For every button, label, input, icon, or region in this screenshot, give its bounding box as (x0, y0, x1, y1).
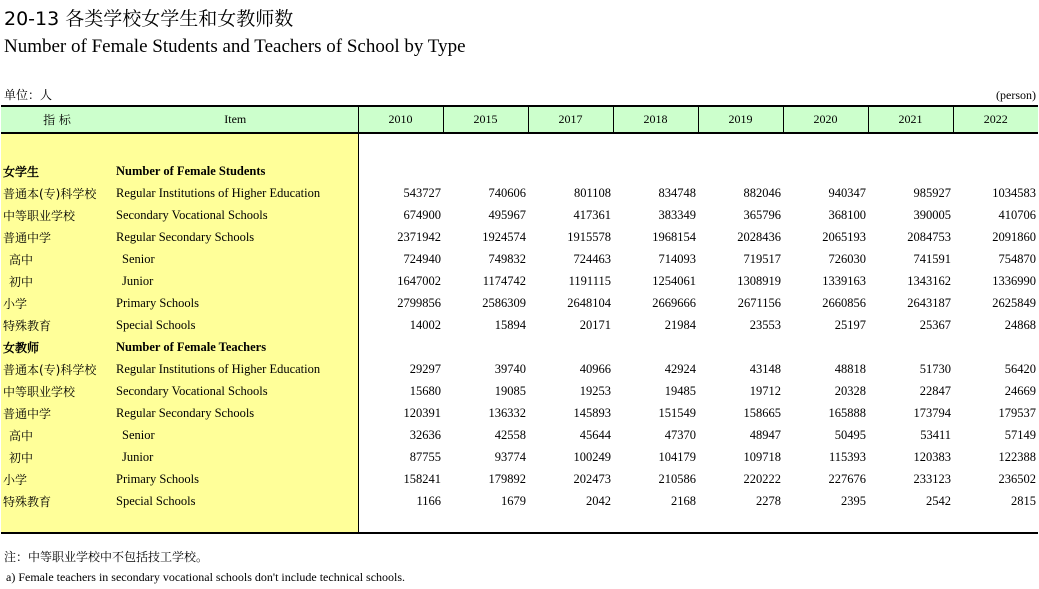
value-cell: 383349 (658, 207, 696, 222)
row-label-cn: 特殊教育 (1, 490, 113, 512)
value-cell: 57149 (1004, 427, 1036, 442)
row-label-cn: 普通中学 (1, 226, 113, 248)
value-cell: 724463 (573, 251, 611, 266)
value-cell: 19085 (494, 383, 526, 398)
row-label-en: Number of Female Teachers (113, 336, 358, 358)
value-cell: 2625849 (992, 295, 1036, 310)
value-cell: 368100 (828, 207, 866, 222)
value-cell: 20328 (834, 383, 866, 398)
value-cell: 158665 (743, 405, 781, 420)
value-cell: 42924 (664, 361, 696, 376)
header-item-en: Item (113, 106, 358, 133)
value-cell: 100249 (573, 449, 611, 464)
value-cell: 2371942 (397, 229, 441, 244)
value-cell: 115393 (828, 449, 866, 464)
row-label-en: Regular Secondary Schools (113, 402, 358, 424)
value-cell: 43148 (749, 361, 781, 376)
value-cell: 754870 (998, 251, 1036, 266)
value-cell: 1968154 (652, 229, 696, 244)
value-cell: 2660856 (822, 295, 866, 310)
value-cell: 45644 (579, 427, 611, 442)
spacer-row (1, 133, 1038, 160)
value-cell: 543727 (403, 185, 441, 200)
value-cell: 53411 (920, 427, 951, 442)
value-cell: 22847 (919, 383, 951, 398)
table-row (1, 204, 1038, 226)
value-cell: 19712 (749, 383, 781, 398)
value-cell (868, 336, 953, 358)
value-cell (358, 160, 443, 182)
row-label-en: Primary Schools (113, 468, 358, 490)
value-cell: 24669 (1004, 383, 1036, 398)
value-cell: 19253 (579, 383, 611, 398)
row-label-en: Regular Institutions of Higher Education (113, 358, 358, 380)
statistics-table (1, 105, 1038, 534)
value-cell: 40966 (579, 361, 611, 376)
value-cell: 1336990 (992, 273, 1036, 288)
row-label-cn: 高中 (1, 424, 113, 446)
table-header-row (1, 106, 1038, 133)
value-cell: 740606 (488, 185, 526, 200)
header-year: 2018 (613, 106, 698, 133)
value-cell (528, 336, 613, 358)
row-label-en: Senior (113, 248, 358, 270)
header-year: 2022 (953, 106, 1038, 133)
row-label-cn: 女教师 (1, 336, 113, 358)
table-body (1, 133, 1038, 533)
value-cell: 120391 (403, 405, 441, 420)
row-label-cn: 女学生 (1, 160, 113, 182)
value-cell: 985927 (913, 185, 951, 200)
value-cell: 210586 (658, 471, 696, 486)
value-cell: 410706 (998, 207, 1036, 222)
value-cell: 1679 (501, 493, 526, 508)
value-cell: 417361 (573, 207, 611, 222)
value-cell: 2669666 (652, 295, 696, 310)
row-label-en: Junior (113, 446, 358, 468)
value-cell: 24868 (1004, 317, 1036, 332)
value-cell (698, 336, 783, 358)
row-label-cn: 普通本(专)科学校 (1, 182, 113, 204)
value-cell: 165888 (828, 405, 866, 420)
table-row (1, 182, 1038, 204)
value-cell: 365796 (743, 207, 781, 222)
value-cell: 714093 (658, 251, 696, 266)
value-cell: 741591 (913, 251, 951, 266)
value-cell: 1034583 (992, 185, 1036, 200)
row-label-en: Regular Secondary Schools (113, 226, 358, 248)
value-cell: 834748 (658, 185, 696, 200)
table-title-cn: 20-13 各类学校女学生和女教师数 (4, 8, 294, 30)
value-cell: 236502 (998, 471, 1036, 486)
value-cell: 32636 (409, 427, 441, 442)
value-cell: 21984 (664, 317, 696, 332)
row-label-en: Special Schools (113, 314, 358, 336)
table-row (1, 270, 1038, 292)
value-cell (613, 160, 698, 182)
value-cell: 120383 (913, 449, 951, 464)
value-cell: 15894 (494, 317, 526, 332)
section-header-row (1, 336, 1038, 358)
value-cell: 233123 (913, 471, 951, 486)
row-label-cn: 普通本(专)科学校 (1, 358, 113, 380)
value-cell: 220222 (743, 471, 781, 486)
table-row (1, 248, 1038, 270)
unit-label-cn: 单位：人 (4, 88, 53, 102)
table-row (1, 314, 1038, 336)
row-label-cn: 初中 (1, 446, 113, 468)
value-cell: 93774 (494, 449, 526, 464)
row-label-cn: 中等职业学校 (1, 380, 113, 402)
value-cell: 25367 (919, 317, 951, 332)
value-cell: 719517 (743, 251, 781, 266)
value-cell: 14002 (409, 317, 441, 332)
header-year: 2015 (443, 106, 528, 133)
value-cell (528, 160, 613, 182)
value-cell: 2065193 (822, 229, 866, 244)
value-cell: 23553 (749, 317, 781, 332)
table-row (1, 292, 1038, 314)
value-cell: 2278 (756, 493, 781, 508)
value-cell: 179892 (488, 471, 526, 486)
value-cell (783, 160, 868, 182)
value-cell: 136332 (488, 405, 526, 420)
value-cell (698, 160, 783, 182)
footnote-cn: 注：中等职业学校中不包括技工学校。 (4, 550, 209, 564)
row-label-cn: 高中 (1, 248, 113, 270)
value-cell: 1339163 (822, 273, 866, 288)
table-row (1, 490, 1038, 512)
table-row (1, 380, 1038, 402)
value-cell: 173794 (913, 405, 951, 420)
value-cell: 390005 (913, 207, 951, 222)
value-cell: 179537 (998, 405, 1036, 420)
value-cell: 15680 (409, 383, 441, 398)
unit-label-en: (person) (996, 88, 1036, 102)
value-cell: 2042 (586, 493, 611, 508)
value-cell: 2799856 (397, 295, 441, 310)
value-cell: 227676 (828, 471, 866, 486)
value-cell: 2168 (671, 493, 696, 508)
value-cell: 20171 (579, 317, 611, 332)
value-cell: 724940 (403, 251, 441, 266)
row-label-cn: 小学 (1, 468, 113, 490)
value-cell (868, 160, 953, 182)
header-year: 2010 (358, 106, 443, 133)
row-label-en: Number of Female Students (113, 160, 358, 182)
table-row (1, 226, 1038, 248)
value-cell: 2586309 (482, 295, 526, 310)
value-cell: 1174742 (482, 273, 526, 288)
value-cell: 749832 (488, 251, 526, 266)
value-cell: 2671156 (737, 295, 781, 310)
row-label-en: Secondary Vocational Schools (113, 204, 358, 226)
statistics-table-container (1, 105, 1038, 534)
value-cell (613, 336, 698, 358)
table-title-en: Number of Female Students and Teachers of School by Type (4, 36, 466, 57)
row-label-cn: 初中 (1, 270, 113, 292)
value-cell: 104179 (658, 449, 696, 464)
value-cell: 2091860 (992, 229, 1036, 244)
row-label-en: Primary Schools (113, 292, 358, 314)
value-cell: 2395 (841, 493, 866, 508)
value-cell: 47370 (664, 427, 696, 442)
value-cell: 202473 (573, 471, 611, 486)
row-label-en: Junior (113, 270, 358, 292)
value-cell: 882046 (743, 185, 781, 200)
value-cell: 25197 (834, 317, 866, 332)
table-row (1, 358, 1038, 380)
row-label-cn: 特殊教育 (1, 314, 113, 336)
value-cell (953, 336, 1038, 358)
value-cell: 2542 (926, 493, 951, 508)
value-cell: 87755 (409, 449, 441, 464)
value-cell: 2028436 (737, 229, 781, 244)
value-cell: 50495 (834, 427, 866, 442)
header-year: 2019 (698, 106, 783, 133)
value-cell: 51730 (919, 361, 951, 376)
value-cell: 1915578 (567, 229, 611, 244)
value-cell: 495967 (488, 207, 526, 222)
row-label-en: Secondary Vocational Schools (113, 380, 358, 402)
value-cell: 19485 (664, 383, 696, 398)
row-label-cn: 小学 (1, 292, 113, 314)
value-cell: 940347 (828, 185, 866, 200)
value-cell (953, 160, 1038, 182)
row-label-cn: 普通中学 (1, 402, 113, 424)
value-cell (783, 336, 868, 358)
footnote-en: a) Female teachers in secondary vocational schools don't include technical schools. (6, 570, 406, 584)
value-cell: 1191115 (568, 273, 611, 288)
value-cell (443, 160, 528, 182)
value-cell: 39740 (494, 361, 526, 376)
value-cell (358, 336, 443, 358)
value-cell: 726030 (828, 251, 866, 266)
value-cell: 2084753 (907, 229, 951, 244)
value-cell: 145893 (573, 405, 611, 420)
value-cell: 801108 (573, 185, 611, 200)
value-cell: 56420 (1004, 361, 1036, 376)
header-year: 2021 (868, 106, 953, 133)
value-cell: 122388 (998, 449, 1036, 464)
value-cell: 42558 (494, 427, 526, 442)
value-cell: 48818 (834, 361, 866, 376)
table-row (1, 424, 1038, 446)
row-label-cn: 中等职业学校 (1, 204, 113, 226)
header-year: 2017 (528, 106, 613, 133)
value-cell: 158241 (403, 471, 441, 486)
table-row (1, 402, 1038, 424)
section-header-row (1, 160, 1038, 182)
value-cell: 1343162 (907, 273, 951, 288)
value-cell: 2815 (1011, 493, 1036, 508)
value-cell: 2648104 (567, 295, 611, 310)
spacer-row (1, 512, 1038, 533)
header-item-cn: 指 标 (1, 106, 113, 133)
value-cell: 29297 (409, 361, 441, 376)
value-cell: 48947 (749, 427, 781, 442)
value-cell: 1924574 (482, 229, 526, 244)
value-cell: 1166 (416, 493, 441, 508)
header-year: 2020 (783, 106, 868, 133)
value-cell: 2643187 (907, 295, 951, 310)
table-row (1, 468, 1038, 490)
row-label-en: Special Schools (113, 490, 358, 512)
value-cell: 674900 (403, 207, 441, 222)
table-row (1, 446, 1038, 468)
row-label-en: Senior (113, 424, 358, 446)
value-cell: 1308919 (737, 273, 781, 288)
value-cell: 1647002 (397, 273, 441, 288)
value-cell (443, 336, 528, 358)
value-cell: 1254061 (652, 273, 696, 288)
value-cell: 151549 (658, 405, 696, 420)
value-cell: 109718 (743, 449, 781, 464)
row-label-en: Regular Institutions of Higher Education (113, 182, 358, 204)
